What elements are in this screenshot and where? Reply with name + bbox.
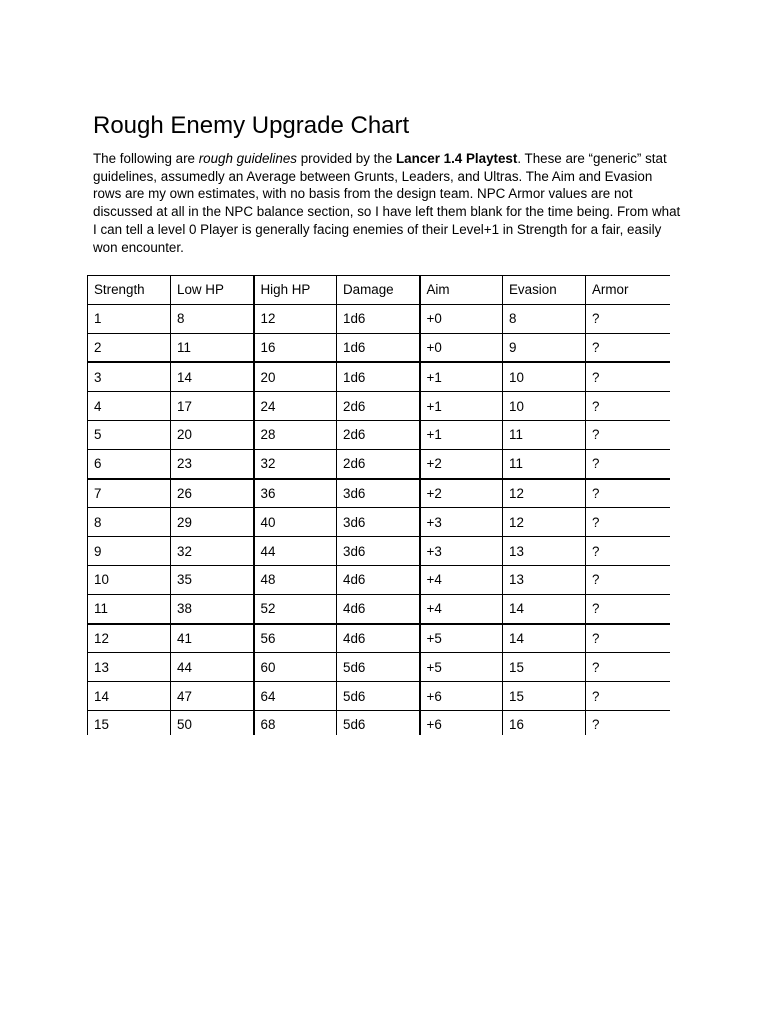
cell-low-hp: 47 (171, 682, 254, 711)
cell-aim: +1 (420, 420, 503, 449)
cell-strength: 4 (88, 392, 171, 421)
table-row (88, 710, 671, 735)
cell-high-hp: 44 (254, 537, 337, 566)
cell-low-hp: 41 (171, 624, 254, 653)
cell-strength: 12 (88, 624, 171, 653)
cell-evasion: 13 (503, 537, 586, 566)
cell-aim: +5 (420, 653, 503, 682)
table-row (88, 449, 671, 478)
cell-aim: +2 (420, 479, 503, 508)
table-row (88, 392, 671, 421)
cell-damage: 3d6 (337, 537, 420, 566)
cell-evasion: 13 (503, 565, 586, 594)
cell-low-hp: 26 (171, 479, 254, 508)
cell-strength: 9 (88, 537, 171, 566)
cell-armor: ? (586, 682, 671, 711)
cell-strength: 1 (88, 304, 171, 333)
cell-armor: ? (586, 565, 671, 594)
cell-evasion: 14 (503, 624, 586, 653)
cell-evasion: 16 (503, 710, 586, 735)
cell-strength: 6 (88, 449, 171, 478)
upgrade-table-container (87, 275, 670, 735)
cell-low-hp: 44 (171, 653, 254, 682)
intro-text: The following are (93, 151, 199, 166)
header-cell-aim: Aim (420, 276, 503, 305)
cell-aim: +4 (420, 565, 503, 594)
cell-aim: +3 (420, 537, 503, 566)
cell-armor: ? (586, 479, 671, 508)
cell-low-hp: 8 (171, 304, 254, 333)
table-header-row (88, 276, 671, 305)
cell-aim: +4 (420, 594, 503, 623)
cell-evasion: 15 (503, 653, 586, 682)
cell-high-hp: 24 (254, 392, 337, 421)
cell-low-hp: 14 (171, 362, 254, 391)
cell-low-hp: 32 (171, 537, 254, 566)
header-cell-armor: Armor (586, 276, 671, 305)
header-cell-low-hp: Low HP (171, 276, 254, 305)
cell-high-hp: 32 (254, 449, 337, 478)
cell-aim: +3 (420, 508, 503, 537)
cell-armor: ? (586, 653, 671, 682)
intro-emphasis: rough guidelines (198, 151, 297, 166)
cell-low-hp: 29 (171, 508, 254, 537)
table-row (88, 362, 671, 391)
header-cell-evasion: Evasion (503, 276, 586, 305)
cell-armor: ? (586, 508, 671, 537)
cell-evasion: 10 (503, 362, 586, 391)
cell-damage: 2d6 (337, 392, 420, 421)
cell-armor: ? (586, 333, 671, 362)
cell-high-hp: 16 (254, 333, 337, 362)
cell-aim: +2 (420, 449, 503, 478)
cell-armor: ? (586, 594, 671, 623)
cell-evasion: 9 (503, 333, 586, 362)
cell-armor: ? (586, 392, 671, 421)
cell-low-hp: 23 (171, 449, 254, 478)
cell-high-hp: 68 (254, 710, 337, 735)
cell-damage: 5d6 (337, 653, 420, 682)
cell-evasion: 11 (503, 449, 586, 478)
cell-evasion: 14 (503, 594, 586, 623)
cell-aim: +1 (420, 392, 503, 421)
cell-aim: +6 (420, 682, 503, 711)
cell-aim: +6 (420, 710, 503, 735)
cell-strength: 13 (88, 653, 171, 682)
cell-low-hp: 35 (171, 565, 254, 594)
intro-bold-source: Lancer 1.4 Playtest (396, 151, 518, 166)
cell-strength: 10 (88, 565, 171, 594)
cell-strength: 7 (88, 479, 171, 508)
cell-high-hp: 56 (254, 624, 337, 653)
cell-low-hp: 11 (171, 333, 254, 362)
table-row (88, 594, 671, 623)
cell-armor: ? (586, 420, 671, 449)
intro-text: . These are “generic” stat guidelines, assumedly an Average between Grunts, Leaders, and Ultras. The Aim and Evasion rows are my own estimates, with no basis from the design team. NPC Armor values are not discussed at all in the NPC balance section, so I have left them blank for the time being. From what I can tell a level 0 Player is generally facing enemies of their Level+1 in Strength for a fair, easily won encounter. (93, 151, 681, 255)
cell-strength: 2 (88, 333, 171, 362)
cell-strength: 8 (88, 508, 171, 537)
table-row (88, 537, 671, 566)
cell-strength: 3 (88, 362, 171, 391)
cell-armor: ? (586, 537, 671, 566)
table-row (88, 304, 671, 333)
cell-high-hp: 64 (254, 682, 337, 711)
cell-high-hp: 12 (254, 304, 337, 333)
cell-low-hp: 17 (171, 392, 254, 421)
cell-damage: 3d6 (337, 508, 420, 537)
cell-damage: 5d6 (337, 710, 420, 735)
cell-high-hp: 36 (254, 479, 337, 508)
cell-damage: 4d6 (337, 624, 420, 653)
table-row (88, 682, 671, 711)
cell-damage: 1d6 (337, 362, 420, 391)
cell-high-hp: 40 (254, 508, 337, 537)
cell-damage: 2d6 (337, 420, 420, 449)
cell-evasion: 15 (503, 682, 586, 711)
cell-strength: 15 (88, 710, 171, 735)
cell-aim: +0 (420, 333, 503, 362)
cell-evasion: 12 (503, 508, 586, 537)
cell-armor: ? (586, 624, 671, 653)
cell-damage: 4d6 (337, 594, 420, 623)
table-row (88, 624, 671, 653)
table-row (88, 653, 671, 682)
table-row (88, 420, 671, 449)
cell-low-hp: 38 (171, 594, 254, 623)
table-row (88, 508, 671, 537)
cell-high-hp: 60 (254, 653, 337, 682)
header-cell-strength: Strength (88, 276, 171, 305)
cell-armor: ? (586, 362, 671, 391)
cell-high-hp: 20 (254, 362, 337, 391)
upgrade-table (87, 275, 670, 735)
cell-aim: +1 (420, 362, 503, 391)
cell-high-hp: 48 (254, 565, 337, 594)
header-cell-high-hp: High HP (254, 276, 337, 305)
cell-strength: 14 (88, 682, 171, 711)
page-title: Rough Enemy Upgrade Chart (93, 112, 410, 139)
table-row (88, 333, 671, 362)
cell-evasion: 12 (503, 479, 586, 508)
table-row (88, 479, 671, 508)
cell-armor: ? (586, 304, 671, 333)
cell-low-hp: 50 (171, 710, 254, 735)
table-body (88, 276, 671, 736)
cell-evasion: 8 (503, 304, 586, 333)
table-row (88, 565, 671, 594)
cell-damage: 3d6 (337, 479, 420, 508)
cell-strength: 5 (88, 420, 171, 449)
header-cell-damage: Damage (337, 276, 420, 305)
cell-armor: ? (586, 710, 671, 735)
intro-text: provided by the (296, 151, 396, 166)
intro-paragraph (93, 150, 683, 256)
cell-high-hp: 28 (254, 420, 337, 449)
cell-aim: +0 (420, 304, 503, 333)
cell-low-hp: 20 (171, 420, 254, 449)
cell-evasion: 11 (503, 420, 586, 449)
cell-high-hp: 52 (254, 594, 337, 623)
cell-aim: +5 (420, 624, 503, 653)
cell-armor: ? (586, 449, 671, 478)
cell-evasion: 10 (503, 392, 586, 421)
cell-damage: 4d6 (337, 565, 420, 594)
cell-damage: 2d6 (337, 449, 420, 478)
cell-damage: 1d6 (337, 333, 420, 362)
cell-damage: 5d6 (337, 682, 420, 711)
cell-damage: 1d6 (337, 304, 420, 333)
cell-strength: 11 (88, 594, 171, 623)
